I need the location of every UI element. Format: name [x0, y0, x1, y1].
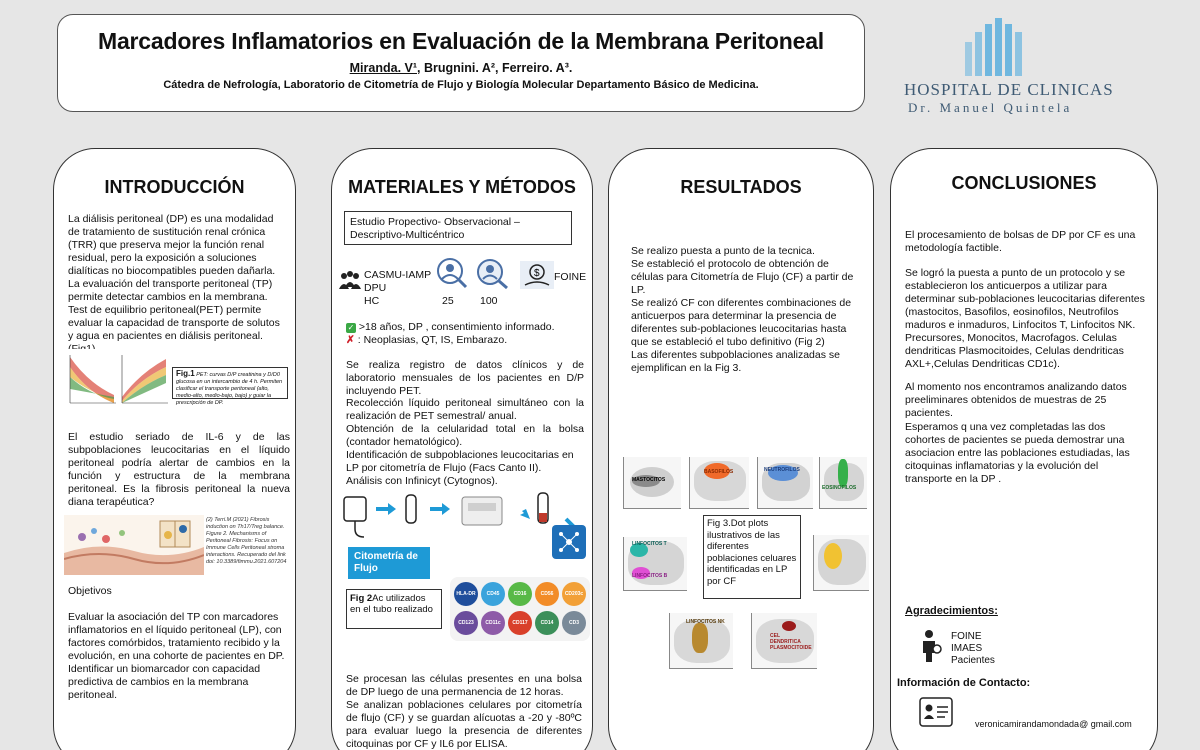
contact-email[interactable]: veronicamirandamondada@ gmail.com: [975, 719, 1132, 729]
first-author: Miranda. V¹: [349, 61, 418, 75]
contact-card-icon: [919, 697, 953, 727]
results-heading: RESULTADOS: [680, 177, 802, 197]
methods-p4: Identificación de subpoblaciones leucocitarias en LP por citometría de Flujo (Facs Canto II).: [346, 449, 574, 474]
results-panel: [608, 148, 874, 750]
fig1-caption: [172, 367, 288, 406]
label-linfocitos-b: LINFOCITOS B: [632, 573, 668, 579]
fig1-label: Fig.1: [176, 369, 195, 378]
fig1-caption-text: PET: curvas D/P creatinina y D/D0 glucosa en un intercambio de 4 h. Permiten clasificar el transporte peritoneal (alto, medio-alto, medio-bajo, bajo) y guiar la prescripción de DP.: [176, 372, 283, 406]
methods-p5: Análisis con Infinicyt (Cytognos).: [346, 475, 498, 487]
other-authors: , Brugnini. A², Ferreiro. A³.: [417, 61, 573, 75]
study-design-box: Estudio Propectivo- Observacional –Descriptivo-Multicéntrico: [344, 211, 572, 245]
intro-p1: La diálisis peritoneal (DP) es una modalidad de tratamiento de sustitución renal crónica (TRR) que preserva mejor la función renal residual, pero la exposición a soluciones dialíticas no biocompatibles pueden dañarla. La evaluación del transporte peritoneal (TP) permite detectar cambios en la membrana.: [68, 213, 276, 303]
fig2-label: Fig 2: [350, 593, 373, 604]
methods-panel: [331, 148, 593, 750]
fibrosis-figure: [64, 515, 204, 575]
fig3-caption: Fig 3.Dot plots ilustrativos de las diferentes poblaciones celuares identificadas en LP por CF: [703, 515, 801, 599]
ack-item: FOINE: [951, 631, 982, 642]
intro-heading: INTRODUCCIÓN: [104, 177, 245, 197]
poster-title: Marcadores Inflamatorios en Evaluación de la Membrana Peritoneal: [98, 28, 824, 54]
antibody-chip: CD14: [535, 611, 559, 635]
cytometer-icon: [552, 525, 586, 559]
conclusions-p2: Se logró la puesta a punto de un protocolo y se establecieron los anticuerpos a utilizar para determinar sub-poblaciones leucocitarias diferentes (mastocitos, Basofilos, eosinofilos, Neutrofilos maduros e inmaduros, Linfocitos T, Linfocitos NK. Precursores, Monocitos, Macrofagos. Celulas dendriticas Plasmocitoides, Celulas dendriticas AXL+,Celulas Dendriticas CD1c).: [905, 267, 1145, 370]
methods-p7: Se analizan poblaciones celulares por citometría de flujo (CF) y se guardan alícuotas a -20 y -80ºC para evaluar luego la presencia de diferentes citoquinas por CF y IL6 por ELISA.: [346, 699, 582, 750]
results-text: Se realizo puesta a punto de la tecnica. Se estableció el protocolo de obtención de células para Citometría de Flujo (CF) a partir de LP. Se realizó CF con diferentes combinaciones de anticuerpos para determinar la presencia de diferentes sub-poblaciones leucocitarias hasta que se estableció el tubo definitivo (Fig 2) Las diferentes subpoblaciones analizadas se ejemplifican en la Fig 3.: [631, 245, 854, 374]
authors: [58, 61, 864, 75]
dotplot-nk: [669, 613, 733, 669]
objetivos-text: Evaluar la asociación del TP con marcadores inflamatorios en el líquido peritoneal (LP), con factores comórbidos, tratamiento recibido y la evolución, en una cohorte de pacientes en DP. Identificar un biomarcador con capacidad predictiva de cambios en la membrana peritoneal.: [68, 611, 285, 701]
fibrosis-reference: (2) Terri.M (2021) Fibrosis induction on Th17/Treg balance. Figure 2. Mechanisms of Peritoneal Fibrosis: Focus on Immune Cells Peritoneal stroma interactions. Recuperado del link doi: 10.3389/fimmu.2021.607204: [206, 517, 287, 565]
people-icon: [338, 269, 362, 293]
flow-cytometry-label: Citometría de Flujo: [348, 547, 430, 579]
label-linfocitos-t: LINFOCITOS T: [632, 541, 667, 547]
center-item: DPU: [364, 282, 387, 294]
conclusions-p4: Esperamos q una vez completadas las dos cohortes de pacientes se pueda demostrar una asociacion entre las poblaciones estudiadas, las citoquinas inflamatorias y la evolución del transporte en la DP .: [905, 421, 1130, 485]
ack-item: IMAES: [951, 643, 983, 654]
dotplot-pdc: [751, 613, 817, 669]
objetivos-title: Objetivos: [68, 585, 112, 597]
person-badge-icon: [919, 629, 943, 663]
label-neutrofilos: NEUTROFILOS: [764, 467, 800, 473]
label-nk: LINFOCITOS NK: [686, 619, 725, 625]
ack-title: Agradecimientos:: [905, 605, 998, 617]
funding-label: FOINE: [554, 271, 587, 283]
methods-p2: Recolección líquido peritoneal simultáneo con la realización de PET semestral/ anual.: [346, 397, 584, 422]
conclusions-p3: Al momento nos encontramos analizando datos preeliminares obtenidos de muestras de 25 pacientes.: [905, 381, 1127, 419]
dotplot-linfocitos: [623, 537, 687, 591]
exclusion-text: : Neoplasias, QT, IS, Embarazo.: [357, 334, 508, 346]
hospital-logo: [900, 14, 1140, 114]
affiliation: Cátedra de Nefrología, Laboratorio de Citometría de Flujo y Biología Molecular Departamento Básico de Medicina.: [163, 79, 759, 91]
fig2-text: Ac utilizados en el tubo realizado: [350, 593, 433, 615]
exclusion-criteria: [346, 334, 586, 347]
antibody-chip: CD16: [508, 582, 532, 606]
pet-curves-figure: [64, 349, 172, 405]
dotplot-mastocitos: [623, 457, 681, 509]
count-100: 100: [480, 295, 498, 307]
antibody-chip: HLA-DR: [454, 582, 478, 606]
intro-panel: [53, 148, 296, 750]
count-25: 25: [442, 295, 454, 307]
label-eosinofilos: EOSINOFILOS: [822, 485, 857, 491]
label-mastocitos: MASTOCITOS: [632, 477, 666, 483]
ack-item: Pacientes: [951, 655, 995, 666]
check-icon: ✓: [347, 323, 355, 332]
intro-p2: Test de equilibrio peritoneal(PET) permite evaluar la capacidad de transporte de solutos y agua en pacientes en diálisis peritoneal.: [68, 304, 280, 342]
methods-heading: MATERIALES Y MÉTODOS: [348, 177, 576, 197]
logo-line2: Dr. Manuel Quintela: [908, 100, 1073, 115]
methods-p1: Se realiza registro de datos clínicos y de laboratorio mensuales de los pacientes en D/P incluyendo PET.: [346, 359, 584, 397]
label-pdc: CEL DENDRITICA PLASMOCITOIDE: [770, 633, 812, 651]
dotplot-dendriticas: [813, 535, 869, 591]
antibody-chip: CD117: [508, 611, 532, 635]
antibody-chip: CD123: [454, 611, 478, 635]
person-search-icon: [472, 257, 512, 291]
funding-money-icon: [520, 261, 554, 289]
title-box: [57, 14, 865, 112]
conclusions-heading: CONCLUSIONES: [951, 173, 1097, 193]
center-item: HC: [364, 295, 380, 307]
svg-text:$: $: [534, 268, 540, 279]
centers-list: [364, 269, 431, 308]
contact-title: Información de Contacto:: [897, 677, 1031, 689]
antibody-chip: CD56: [535, 582, 559, 606]
antibody-chip: CD45: [481, 582, 505, 606]
conclusions-panel: [890, 148, 1158, 750]
dotplot-eosinofilos: [819, 457, 867, 509]
intro-p3: El estudio seriado de IL-6 y de las subpoblaciones leucocitarias en el líquido peritoneal podría alertar de cambios en la función y estructura de la membrana peritoneal. Es la fibrosis peritoneal la nueva diana terapéutica?: [68, 431, 290, 508]
methods-p6: Se procesan las células presentes en una bolsa de DP luego de una permanencia de 12 horas.: [346, 673, 582, 698]
label-basofilos: BASOFILOS: [704, 469, 734, 475]
dotplot-neutrofilos: [757, 457, 813, 509]
dotplot-basofilos: [689, 457, 749, 509]
conclusions-p1: El procesamiento de bolsas de DP por CF es una metodología factible.: [905, 229, 1136, 254]
methods-p3: Obtención de la celularidad total en la bolsa (contador hematológico).: [346, 423, 584, 448]
fig2-caption: [346, 589, 442, 629]
antibody-chip: CD3: [562, 611, 586, 635]
antibody-panel: [450, 577, 590, 641]
inclusion-criteria: [346, 321, 586, 334]
group-search-icon: [430, 257, 470, 291]
cross-icon: ✗: [346, 334, 355, 346]
inclusion-text: >18 años, DP , consentimiento informado.: [358, 321, 555, 333]
logo-bars-icon: [965, 18, 1030, 76]
antibody-chip: CD203c: [562, 582, 586, 606]
antibody-chip: CD11c: [481, 611, 505, 635]
center-item: CASMU-IAMP: [364, 269, 432, 281]
ack-list: [951, 631, 995, 667]
logo-line1: HOSPITAL DE CLINICAS: [904, 80, 1114, 99]
